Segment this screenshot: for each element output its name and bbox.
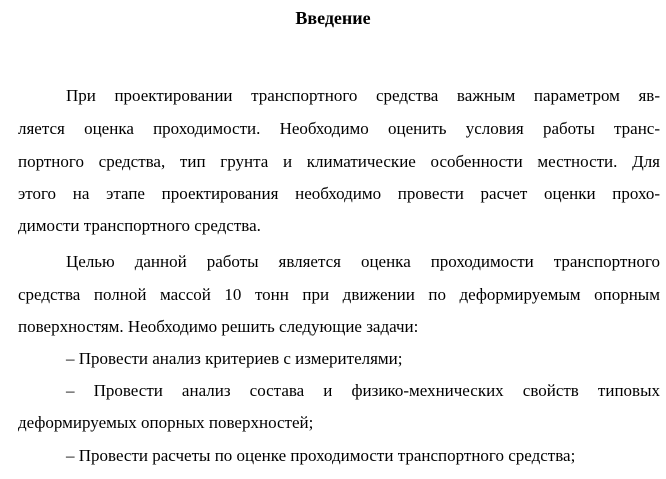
list-item: – Провести анализ состава и физико-мехнических свойств типовых (66, 381, 660, 400)
paragraph-line: портного средства, тип грунта и климатические особенности местности. Для (18, 152, 660, 171)
paragraph-line: ляется оценка проходимости. Необходимо оценить условия работы транс- (18, 119, 660, 138)
page-title: Введение (295, 8, 371, 28)
paragraph-line: димости транспортного средства. (18, 216, 261, 235)
list-item-continuation: деформируемых опорных поверхностей; (18, 413, 314, 432)
paragraph-line: Целью данной работы является оценка проходимости транспортного (66, 252, 660, 271)
paragraph-line: При проектировании транспортного средства важным параметром яв- (66, 86, 660, 105)
paragraph-line: этого на этапе проектирования необходимо провести расчет оценки прохо- (18, 184, 660, 203)
list-item: – Провести расчеты по оценке проходимости транспортного средства; (66, 446, 576, 465)
list-item: – Провести анализ критериев с измерителями; (66, 349, 403, 368)
paragraph-line: поверхностям. Необходимо решить следующие задачи: (18, 317, 419, 336)
paragraph-line: средства полной массой 10 тонн при движении по деформируемым опорным (18, 285, 660, 304)
